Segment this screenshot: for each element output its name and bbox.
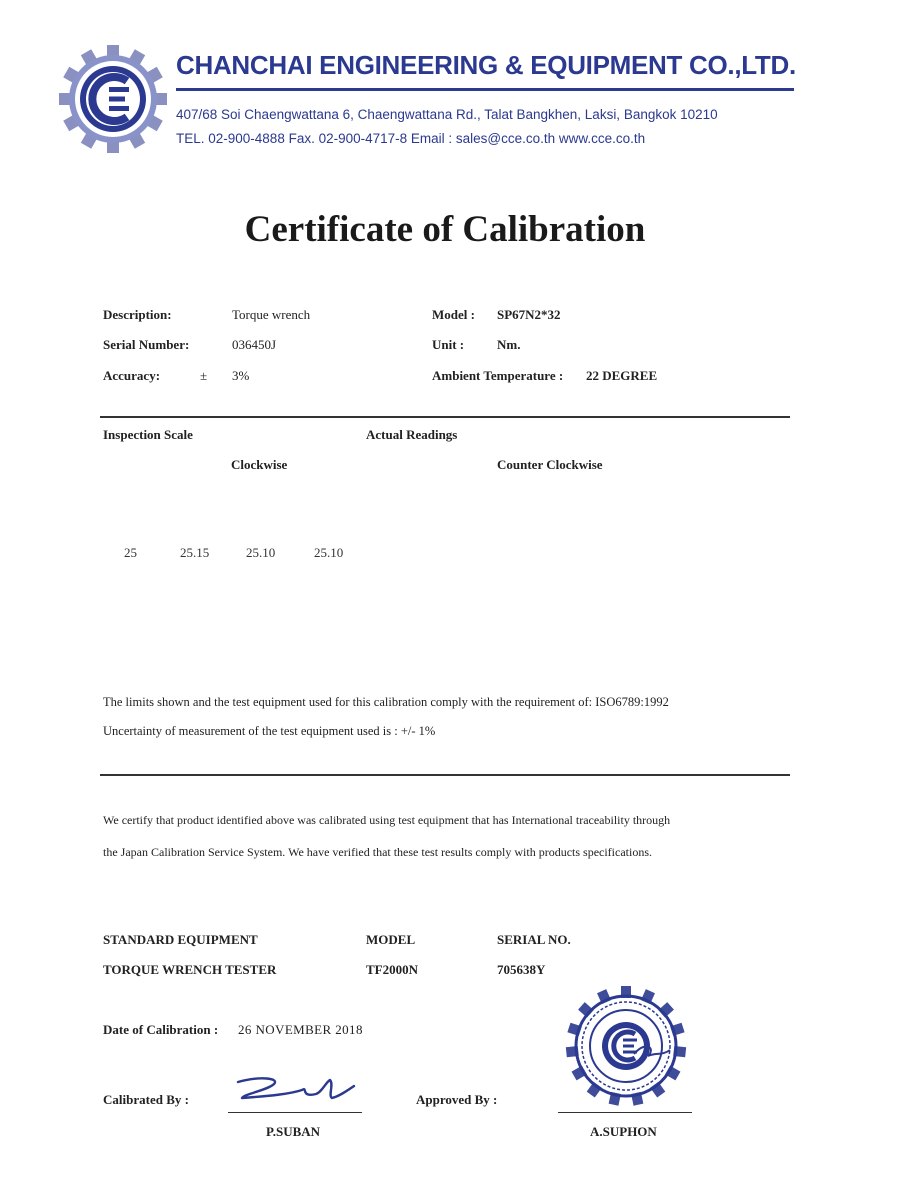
unit-value: Nm. bbox=[497, 337, 521, 352]
header-divider bbox=[176, 88, 794, 91]
equipment-name: TORQUE WRENCH TESTER bbox=[103, 962, 277, 977]
company-seal-stamp-icon bbox=[556, 984, 696, 1114]
description-value: Torque wrench bbox=[232, 307, 311, 322]
compliance-divider bbox=[100, 774, 790, 776]
company-contact: TEL. 02-900-4888 Fax. 02-900-4717-8 Email : sales@cce.co.th www.cce.co.th bbox=[176, 131, 646, 146]
accuracy-label: Accuracy: bbox=[103, 368, 161, 383]
details-divider bbox=[100, 416, 790, 418]
calibrated-by-signature-line bbox=[228, 1112, 362, 1113]
reading-scale: 25 bbox=[124, 545, 137, 560]
equipment-serial: 705638Y bbox=[497, 962, 546, 977]
company-name: CHANCHAI ENGINEERING & EQUIPMENT CO.,LTD. bbox=[176, 50, 796, 80]
limits-statement: The limits shown and the test equipment used for this calibration comply with the requirement of: ISO6789:1992 bbox=[103, 695, 669, 709]
clockwise-header: Clockwise bbox=[231, 457, 288, 472]
model-value: SP67N2*32 bbox=[497, 307, 561, 322]
company-gear-logo-icon bbox=[58, 44, 168, 154]
unit-label: Unit : bbox=[432, 337, 465, 352]
equipment-model-header: MODEL bbox=[366, 932, 416, 947]
handwritten-signature-icon bbox=[230, 1072, 360, 1108]
model-label: Model : bbox=[432, 307, 475, 322]
certify-text-line-1: We certify that product identified above was calibrated using test equipment that has International traceability through bbox=[103, 813, 671, 827]
calibrated-by-label: Calibrated By : bbox=[103, 1092, 189, 1107]
approved-by-name: A.SUPHON bbox=[590, 1124, 657, 1139]
equipment-model: TF2000N bbox=[366, 962, 418, 977]
page-title: Certificate of Calibration bbox=[244, 209, 646, 250]
description-label: Description: bbox=[103, 307, 172, 322]
inspection-scale-header: Inspection Scale bbox=[103, 427, 193, 442]
serial-number-value: 036450J bbox=[232, 337, 277, 352]
date-of-calibration-label: Date of Calibration : bbox=[103, 1022, 219, 1037]
ambient-temperature-value: 22 DEGREE bbox=[586, 368, 658, 383]
approved-by-label: Approved By : bbox=[416, 1092, 498, 1107]
serial-number-label: Serial Number: bbox=[103, 337, 190, 352]
counter-clockwise-header: Counter Clockwise bbox=[497, 457, 603, 472]
equipment-serial-header: SERIAL NO. bbox=[497, 932, 571, 947]
ambient-temperature-label: Ambient Temperature : bbox=[432, 368, 564, 383]
standard-equipment-header: STANDARD EQUIPMENT bbox=[103, 932, 258, 947]
uncertainty-statement: Uncertainty of measurement of the test equipment used is : +/- 1% bbox=[103, 724, 436, 738]
actual-readings-header: Actual Readings bbox=[366, 427, 458, 442]
calibrated-by-name: P.SUBAN bbox=[266, 1124, 321, 1139]
reading-cw-3: 25.10 bbox=[314, 545, 344, 560]
approved-by-signature-line bbox=[558, 1112, 692, 1113]
company-address: 407/68 Soi Chaengwattana 6, Chaengwattana Rd., Talat Bangkhen, Laksi, Bangkok 10210 bbox=[176, 107, 718, 122]
certify-text-line-2: the Japan Calibration Service System. We have verified that these test results comply with products specifications. bbox=[103, 845, 653, 859]
date-of-calibration-value: 26 NOVEMBER 2018 bbox=[238, 1022, 363, 1037]
accuracy-value: 3% bbox=[232, 368, 250, 383]
reading-cw-1: 25.15 bbox=[180, 545, 210, 560]
reading-cw-2: 25.10 bbox=[246, 545, 276, 560]
accuracy-sign: ± bbox=[200, 368, 208, 383]
